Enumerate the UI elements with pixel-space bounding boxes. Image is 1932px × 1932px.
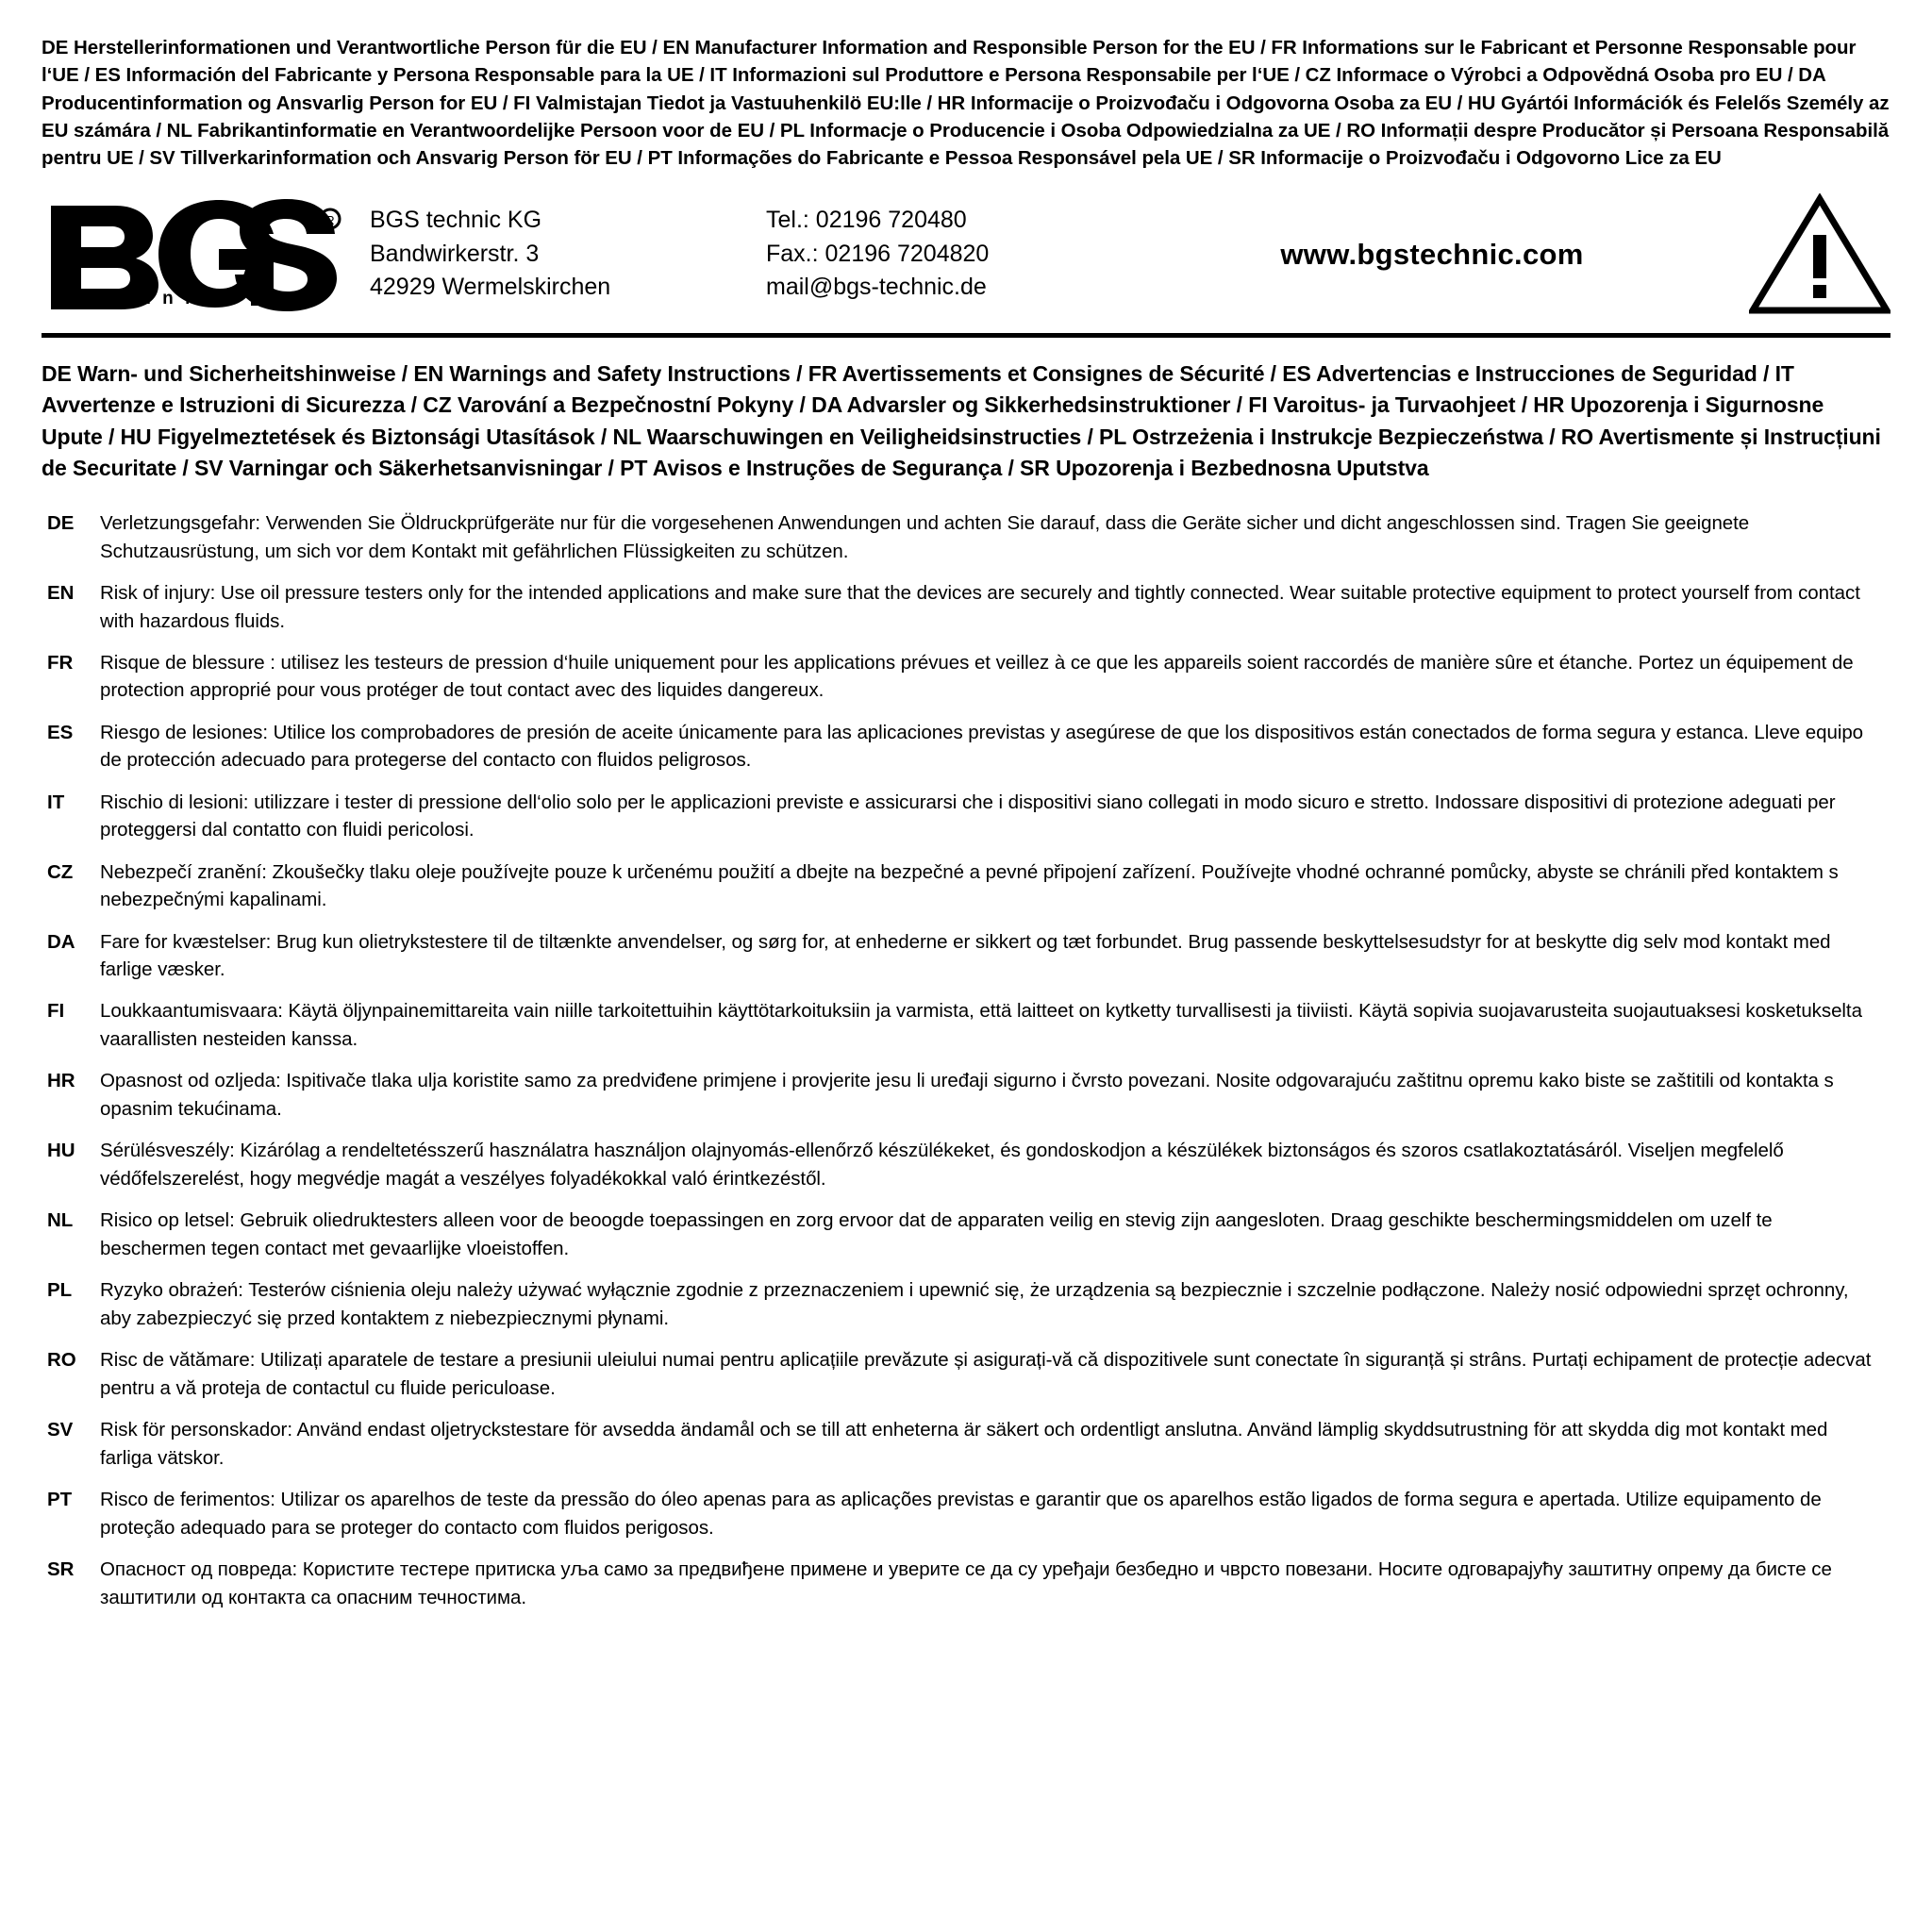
warning-text: Опасност од повреда: Користите тестере притиска уља само за предвиђене примене и уверите се да су уређаји безбедно и чврсто повезани. Носите одговарајућу заштитну опрему да бисте се заштитили од контакта са опасним течностима. bbox=[100, 1557, 1832, 1608]
warning-language-code: FR bbox=[47, 651, 74, 674]
warning-language-code: HR bbox=[47, 1070, 75, 1092]
warning-row bbox=[42, 719, 1883, 774]
warning-row bbox=[42, 509, 1883, 565]
warning-text: Risico op letsel: Gebruik oliedruktesters alleen voor de beoogde toepassingen en zorg ervoor dat de apparaten veilig en stevig zijn aangesloten. Draag geschikte beschermingsmiddelen om uzelf te beschermen tegen contact met gevaarlijke vloeistoffen. bbox=[100, 1209, 1773, 1259]
warning-row bbox=[42, 649, 1883, 705]
warning-text: Fare for kvæstelser: Brug kun olietrykstestere til de tiltænkte anvendelser, og sørg for, at enhederne er sikkert og tæt forbundet. Brug passende beskyttelsesudstyr for at beskytte dig selv mod kontakt med farlige væsker. bbox=[100, 930, 1831, 981]
warning-text: Verletzungsgefahr: Verwenden Sie Öldruckprüfgeräte nur für die vorgesehenen Anwendungen und achten Sie darauf, dass die Geräte sicher und dicht angeschlossen sind. Tragen Sie geeignete Schutzausrüstung, um sich vor dem Kontakt mit gefährlichen Flüssigkeiten zu schützen. bbox=[100, 511, 1750, 562]
warning-text: Rischio di lesioni: utilizzare i tester di pressione dell‘olio solo per le applicazioni previste e assicurarsi che i dispositivi siano collegati in modo sicuro e stretto. Indossare dispositivi di protezione adeguati per proteggersi dal contatto con fluidi pericolosi. bbox=[100, 791, 1836, 841]
safety-instructions-heading: DE Warn- und Sicherheitshinweise / EN Warnings and Safety Instructions / FR Avertissements et Consignes de Sécurité / ES Advertencias e Instrucciones de Seguridad / IT Avvertenze e Istruzioni di Sicurezza / CZ Varování a Bezpečnostní Pokyny / DA Advarsler og Sikkerhedsinstruktioner / FI Varoitus- ja Turvaohjeet / HR Upozorenja i Sigurnosne Upute / HU Figyelmeztetések és Biztonsági Utasítások / NL Waarschuwingen en Veiligheidsinstructies / PL Ostrzeżenia i Instrukcje Bezpieczeństwa / RO Avertismente și Instrucțiuni de Securitate / SV Varningar och Säkerhetsanvisningar / PT Avisos e Instruções de Segurança / SR Upozorenja i Bezbednosna Uputstva bbox=[42, 360, 1881, 481]
warning-row bbox=[42, 579, 1883, 635]
warning-row bbox=[42, 1486, 1883, 1541]
bgs-logo bbox=[42, 198, 357, 311]
warning-row bbox=[42, 1207, 1883, 1262]
warning-triangle bbox=[1749, 193, 1890, 316]
company-address bbox=[357, 204, 766, 305]
warning-language-code: SR bbox=[47, 1557, 75, 1580]
warning-language-code: PL bbox=[47, 1279, 73, 1302]
warning-text: Opasnost od ozljeda: Ispitivače tlaka ulja koristite samo za predviđene primjene i provjerite jesu li uređaji sigurno i čvrsto povezani. Nosite odgovarajuću zaštitnu opremu kako biste se zaštitili od kontakta s opasnim tekućinama. bbox=[100, 1070, 1834, 1121]
bgs-logo-icon bbox=[45, 198, 347, 311]
warning-language-code: CZ bbox=[47, 860, 74, 883]
safety-warnings-list bbox=[42, 509, 1890, 1612]
warning-language-code: DA bbox=[47, 930, 75, 953]
warning-row bbox=[42, 1416, 1883, 1472]
warning-row bbox=[42, 1067, 1883, 1123]
warning-language-code: DE bbox=[47, 511, 75, 534]
warning-row bbox=[42, 1137, 1883, 1192]
warning-language-code: IT bbox=[47, 791, 65, 813]
company-street: Bandwirkerstr. 3 bbox=[370, 240, 540, 267]
warning-text: Sérülésveszély: Kizárólag a rendeltetésszerű használatra használjon olajnyomás-ellenőrző készülékeket, és gondoskodjon a készülékek biztonságos és szoros csatlakoztatásáról. Viseljen megfelelő védőfelszerelést, hogy megvédje magát a veszélyes folyadékokkal való érintkezéstől. bbox=[100, 1140, 1784, 1191]
company-name: BGS technic KG bbox=[370, 207, 542, 234]
company-fax: Fax.: 02196 7204820 bbox=[766, 240, 990, 267]
warning-language-code: PT bbox=[47, 1489, 73, 1510]
company-city: 42929 Wermelskirchen bbox=[370, 274, 611, 301]
warning-row bbox=[42, 997, 1883, 1053]
warning-language-code: NL bbox=[47, 1209, 74, 1232]
warning-row bbox=[42, 1276, 1883, 1332]
warning-language-code: ES bbox=[47, 721, 74, 743]
company-website[interactable]: www.bgstechnic.com bbox=[1280, 237, 1584, 271]
logo-subtext: t e c h n i c bbox=[79, 288, 215, 308]
warning-language-code: FI bbox=[47, 1000, 65, 1023]
company-tel: Tel.: 02196 720480 bbox=[766, 207, 967, 234]
warning-text: Risk för personskador: Använd endast oljetryckstestare för avsedda ändamål och se till att enheterna är säkert och ordentligt anslutna. Använd lämplig skyddsutrustning för att skydda dig mot kontakt med farliga vätskor. bbox=[100, 1419, 1828, 1469]
manufacturer-bar bbox=[42, 184, 1890, 338]
warning-text: Risque de blessure : utilisez les testeurs de pression d‘huile uniquement pour les applications prévues et veillez à ce que les appareils soient raccordés de manière sûre et étanche. Portez un équipement de protection approprié pour vous protéger de tout contact avec des liquides dangereux. bbox=[100, 651, 1854, 702]
manufacturer-info-heading: DE Herstellerinformationen und Verantwortliche Person für die EU / EN Manufacturer Information and Responsible Person for the EU / FR Informations sur le Fabricant et Personne Responsable pour l‘UE / ES Información del Fabricante y Persona Responsable para la UE / IT Informazioni sul Produttore e Persona Responsabile per l‘UE / CZ Informace o Výrobci a Odpovědná Osoba pro EU / DA Producentinformation og Ansvarlig Person for EU / FI Valmistajan Tiedot ja Vastuuhenkilö EU:lle / HR Informacije o Proizvođaču i Odgovorna Osoba za EU / HU Gyártói Információk és Felelős Személy az EU számára / NL Fabrikantinformatie en Verantwoordelijke Persoon voor de EU / PL Informacje o Producencie i Osoba Odpowiedzialna za UE / RO Informații despre Producător și Persoana Responsabilă pentru UE / SV Tillverkarinformation och Ansvarig Person för EU / PT Informações do Fabricante e Pessoa Responsável pela UE / SR Informacije o Proizvođaču i Odgovorno Lice za EU bbox=[42, 37, 1890, 170]
warning-triangle-icon bbox=[1749, 193, 1890, 316]
warning-text: Ryzyko obrażeń: Testerów ciśnienia oleju należy używać wyłącznie zgodnie z przeznaczeniem i upewnić się, że urządzenia są bezpiecznie i szczelnie podłączone. Należy nosić odpowiedni sprzęt ochronny, aby zabezpieczyć się przed kontaktem z niebezpiecznymi płynami. bbox=[100, 1279, 1849, 1329]
warning-language-code: EN bbox=[47, 581, 75, 604]
warning-language-code: SV bbox=[47, 1419, 74, 1441]
warning-language-code: HU bbox=[47, 1140, 75, 1162]
warning-row bbox=[42, 858, 1883, 914]
warning-text: Risco de ferimentos: Utilizar os aparelhos de teste da pressão do óleo apenas para as aplicações previstas e garantir que os aparelhos estão ligados de forma segura e apertada. Utilize equipamento de proteção adequado para se proteger do contacto com fluidos perigosos. bbox=[100, 1489, 1822, 1539]
company-email[interactable]: mail@bgs-technic.de bbox=[766, 274, 987, 301]
warning-text: Risc de vătămare: Utilizați aparatele de testare a presiunii uleiului numai pentru aplicațiile prevăzute și asigurați-vă că dispozitivele sunt conectate în siguranță și strâns. Purtați echipament de protecție adecvat pentru a vă proteja de contactul cu fluide periculoase. bbox=[100, 1349, 1872, 1399]
warning-row bbox=[42, 928, 1883, 984]
warning-text: Nebezpečí zranění: Zkoušečky tlaku oleje používejte pouze k určenému použití a dbejte na bezpečné a pevné připojení zařízení. Používejte vhodné ochranné pomůcky, abyste se chránili před kontaktem s nebezpečnými kapalinami. bbox=[100, 860, 1839, 911]
svg-text:R: R bbox=[325, 212, 335, 227]
warning-text: Risk of injury: Use oil pressure testers only for the intended applications and make sure that the devices are securely and tightly connected. Wear suitable protective equipment to protect yourself from contact with hazardous fluids. bbox=[100, 581, 1860, 632]
warning-row bbox=[42, 789, 1883, 844]
warning-row bbox=[42, 1346, 1883, 1402]
warning-text: Riesgo de lesiones: Utilice los comprobadores de presión de aceite únicamente para las aplicaciones previstas y asegúrese de que los dispositivos están conectados de forma segura y estanca. Lleve equipo de protección adecuado para protegerse del contacto con fluidos peligrosos. bbox=[100, 721, 1864, 772]
warning-language-code: RO bbox=[47, 1349, 76, 1372]
company-contact bbox=[766, 204, 1134, 305]
warning-row bbox=[42, 1556, 1883, 1611]
warning-text: Loukkaantumisvaara: Käytä öljynpainemittareita vain niille tarkoitettuihin käyttötarkoituksiin ja varmista, että laitteet on kytketty turvallisesti ja tiiviisti. Käytä sopivia suojavarusteita suojautuaksesi kosketukselta vaarallisten nesteiden kanssa. bbox=[100, 1000, 1862, 1051]
